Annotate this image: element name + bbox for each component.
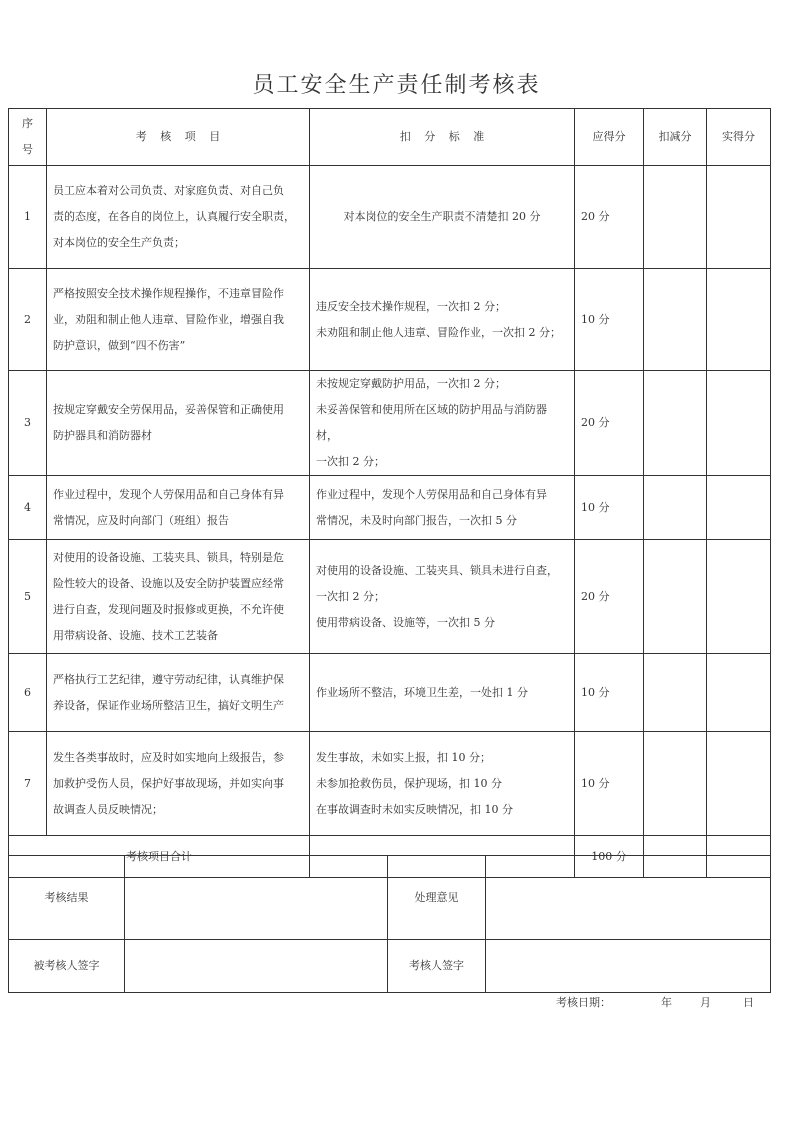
standard-line: 发生事故，未如实上报，扣 10 分；: [316, 750, 491, 764]
standard-line: 未妥善保管和使用所在区域的防护用品与消防器材，: [316, 403, 547, 442]
row-number: 7: [9, 732, 47, 836]
item-line: 故调查人员反映情况；: [53, 802, 163, 816]
deduction-standard: [310, 540, 575, 654]
item-line: 发生各类事故时，应及时如实地向上级报告，参: [53, 750, 284, 764]
deduct-score-field[interactable]: [644, 732, 707, 836]
should-score: 20 分: [575, 371, 644, 476]
item-line: 进行自查，发现问题及时报修或更换，不允许使: [53, 602, 284, 616]
table-row: [9, 540, 771, 654]
deduct-score-field[interactable]: [644, 654, 707, 732]
actual-score-field[interactable]: [707, 732, 771, 836]
actual-score-field[interactable]: [707, 166, 771, 269]
item-line: 业，劝阻和制止他人违章、冒险作业，增强自我: [53, 312, 284, 326]
row-number: 4: [9, 476, 47, 540]
item-line: 按规定穿戴安全劳保用品，妥善保管和正确使用: [53, 403, 284, 416]
should-score: 10 分: [575, 269, 644, 371]
deduct-score-field[interactable]: [644, 540, 707, 654]
assessment-item: [47, 166, 310, 269]
item-line: 防护意识，做到“四不伤害”: [53, 338, 186, 352]
header-should-score: 应得分: [575, 109, 644, 166]
standard-line: 未按规定穿戴防护用品，一次扣 2 分；: [316, 377, 506, 390]
signature-table: [8, 855, 771, 993]
table-row: [9, 654, 771, 732]
deduct-score-field[interactable]: [644, 371, 707, 476]
table-row: [9, 732, 771, 836]
item-line: 加救护受伤人员，保护好事故现场，并如实向事: [53, 776, 284, 790]
table-row: [9, 476, 771, 540]
date-year: 年: [661, 996, 672, 1009]
standard-line: 在事故调查时未如实反映情况，扣 10 分: [316, 802, 513, 816]
row-number: 3: [9, 371, 47, 476]
examinee-sign-field[interactable]: [125, 940, 388, 993]
deduction-standard: [310, 476, 575, 540]
standard-line: 对本岗位的安全生产职责不清楚扣 20 分: [343, 210, 541, 223]
item-line: 对本岗位的安全生产负责；: [53, 236, 185, 249]
date-day: 日: [743, 996, 754, 1009]
standard-line: 一次扣 2 分；: [316, 589, 385, 603]
examinee-sign-label: 被考核人签字: [9, 940, 125, 993]
standard-line: 违反安全技术操作规程，一次扣 2 分；: [316, 299, 506, 313]
standard-line: 使用带病设备、设施等，一次扣 5 分: [316, 615, 495, 629]
should-score: 20 分: [575, 166, 644, 269]
actual-score-field[interactable]: [707, 476, 771, 540]
standard-line: 作业过程中，发现个人劳保用品和自己身体有异: [316, 487, 547, 501]
date-month: 月: [700, 996, 711, 1009]
standard-line: 常情况，未及时向部门报告，一次扣 5 分: [316, 513, 517, 527]
assessment-item: [47, 269, 310, 371]
actual-score-field[interactable]: [707, 371, 771, 476]
standard-line: 对使用的设备设施、工装夹具、锁具未进行自查，: [316, 563, 558, 577]
opinion-field[interactable]: [486, 856, 771, 940]
header-item: 考 核 项 目: [47, 109, 310, 166]
actual-score-field[interactable]: [707, 269, 771, 371]
item-line: 常情况，应及时向部门（班组）报告: [53, 513, 229, 527]
deduct-score-field[interactable]: [644, 166, 707, 269]
deduct-score-field[interactable]: [644, 476, 707, 540]
examiner-sign-field[interactable]: [486, 940, 771, 993]
deduct-score-field[interactable]: [644, 269, 707, 371]
actual-score-field[interactable]: [707, 540, 771, 654]
assessment-date: [556, 994, 754, 1010]
deduction-standard: [310, 269, 575, 371]
row-number: 6: [9, 654, 47, 732]
item-line: 用带病设备、设施、技术工艺装备: [53, 628, 218, 642]
row-number: 1: [9, 166, 47, 269]
deduction-standard: [310, 371, 575, 476]
item-line: 员工应本着对公司负责、对家庭负责、对自己负: [53, 184, 284, 197]
standard-line: 未劝阻和制止他人违章、冒险作业，一次扣 2 分；: [316, 325, 561, 339]
item-line: 防护器具和消防器材: [53, 429, 152, 442]
assessment-item: [47, 476, 310, 540]
deduction-standard: [310, 166, 575, 269]
table-row: [9, 269, 771, 371]
result-field[interactable]: [125, 856, 388, 940]
opinion-label: 处理意见: [388, 856, 486, 940]
item-line: 责的态度，在各自的岗位上，认真履行安全职责，: [53, 210, 295, 223]
row-number: 5: [9, 540, 47, 654]
assessment-item: [47, 732, 310, 836]
header-actual: 实得分: [707, 109, 771, 166]
item-line: 养设备，保证作业场所整洁卫生，搞好文明生产: [53, 698, 284, 712]
assessment-table: [8, 108, 771, 878]
item-line: 对使用的设备设施、工装夹具、锁具，特别是危: [53, 550, 284, 564]
assessment-item: [47, 540, 310, 654]
standard-line: 作业场所不整洁，环境卫生差，一处扣 1 分: [316, 685, 528, 699]
page-title: 员工安全生产责任制考核表: [252, 73, 541, 98]
item-line: 险性较大的设备、设施以及安全防护装置应经常: [53, 576, 284, 590]
table-row: [9, 166, 771, 269]
item-line: 严格执行工艺纪律，遵守劳动纪律，认真维护保: [53, 672, 284, 686]
standard-line: 未参加抢救伤员，保护现场，扣 10 分: [316, 776, 502, 790]
actual-score-field[interactable]: [707, 654, 771, 732]
should-score: 10 分: [575, 476, 644, 540]
should-score: 10 分: [575, 732, 644, 836]
deduction-standard: [310, 654, 575, 732]
date-label: 考核日期：: [556, 996, 611, 1009]
row-number: 2: [9, 269, 47, 371]
deduction-standard: [310, 732, 575, 836]
header-standard: 扣 分 标 准: [310, 109, 575, 166]
examiner-sign-label: 考核人签字: [388, 940, 486, 993]
total-score: 100 分: [575, 836, 644, 878]
assessment-item: [47, 371, 310, 476]
should-score: 20 分: [575, 540, 644, 654]
table-row: [9, 371, 771, 476]
total-label: 考核项目合计: [9, 836, 310, 878]
item-line: 作业过程中，发现个人劳保用品和自己身体有异: [53, 487, 284, 501]
header-row: [9, 109, 771, 166]
header-deduct: 扣减分: [644, 109, 707, 166]
should-score: 10 分: [575, 654, 644, 732]
result-label: 考核结果: [9, 856, 125, 940]
assessment-item: [47, 654, 310, 732]
header-seq: 序 号: [9, 109, 47, 166]
standard-line: 一次扣 2 分；: [316, 455, 385, 468]
item-line: 严格按照安全技术操作规程操作，不违章冒险作: [53, 286, 284, 300]
